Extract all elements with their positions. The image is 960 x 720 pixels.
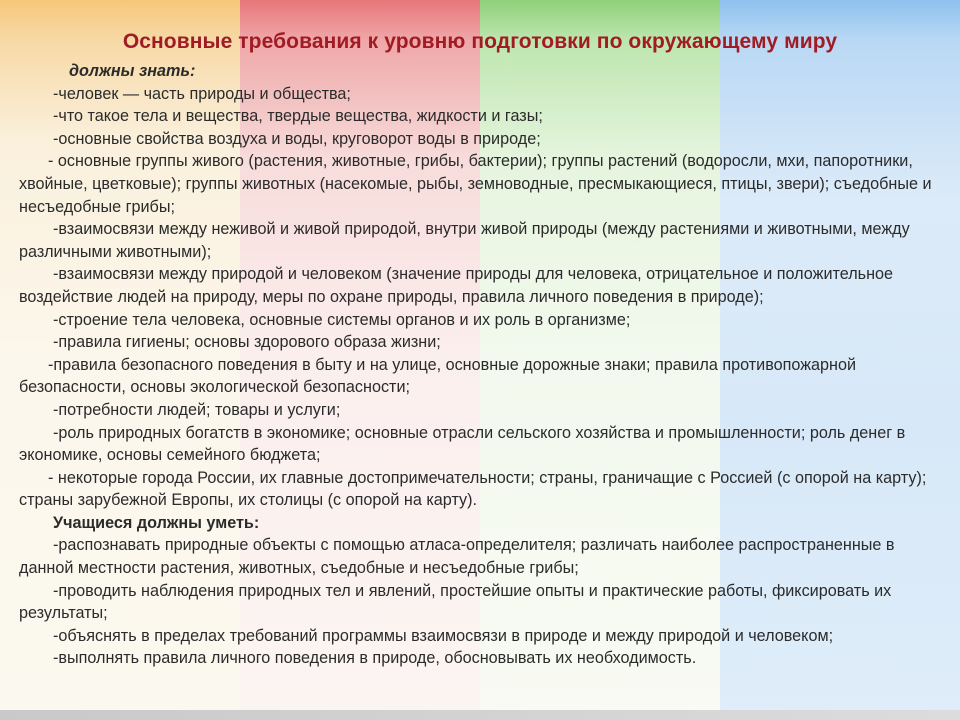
able-item: -распознавать природные объекты с помощью атласа-определителя; различать наиболее распространенные в данной местности растения, животных, съедобные и несъедобные грибы; [19,536,895,578]
know-item: -правила безопасного поведения в быту и на улице, основные дорожные знаки; правила противопожарной безопасности, основы экологической безопасности; [19,355,857,397]
know-item: - некоторые города России, их главные достопримечательности; страны, граничащие с Россией (с опорой на карту); страны зарубежной Европы, их столицы (с опорой на карту). [19,468,927,510]
know-item: -что такое тела и вещества, твердые вещества, жидкости и газы; [53,107,543,126]
able-item: -проводить наблюдения природных тел и явлений, простейшие опыты и практические работы, фиксировать их результаты; [19,581,892,623]
know-item: - основные группы живого (растения, животные, грибы, бактерии); группы растений (водоросли, мхи, папоротники, хвойные, цветковые); группы животных (насекомые, рыбы, земноводные, пресмыкающиеся, птицы, звери); съедобные и несъедобные грибы; [19,152,932,216]
slide-title: Основные требования к уровню подготовки по окружающему миру [122,30,838,53]
able-heading: Учащиеся должны уметь: [53,513,260,532]
know-item: -роль природных богатств в экономике; основные отрасли сельского хозяйства и промышленности; роль денег в экономике, основы семейного бюджета; [19,423,906,465]
able-item: -объяснять в пределах требований программы взаимосвязи в природе и между природой и человеком; [53,626,834,645]
know-item: -основные свойства воздуха и воды, круговорот воды в природе; [53,129,541,148]
know-heading: должны знать: [69,62,196,80]
requirements-text [19,60,944,670]
know-item: -человек — часть природы и общества; [53,84,351,103]
know-item: -взаимосвязи между неживой и живой природой, внутри живой природы (между растениями и животными, между различными животными); [19,220,910,261]
know-item: -правила гигиены; основы здорового образа жизни; [53,333,441,352]
know-item: -строение тела человека, основные системы органов и их роль в организме; [53,310,631,329]
know-item: -взаимосвязи между природой и человеком (значение природы для человека, отрицательное и положительное воздействие людей на природу, меры по охране природы, правила личного поведения в природе); [19,265,894,306]
able-item: -выполнять правила личного поведения в природе, обосновывать их необходимость. [53,649,697,668]
know-item: -потребности людей; товары и услуги; [53,400,341,419]
